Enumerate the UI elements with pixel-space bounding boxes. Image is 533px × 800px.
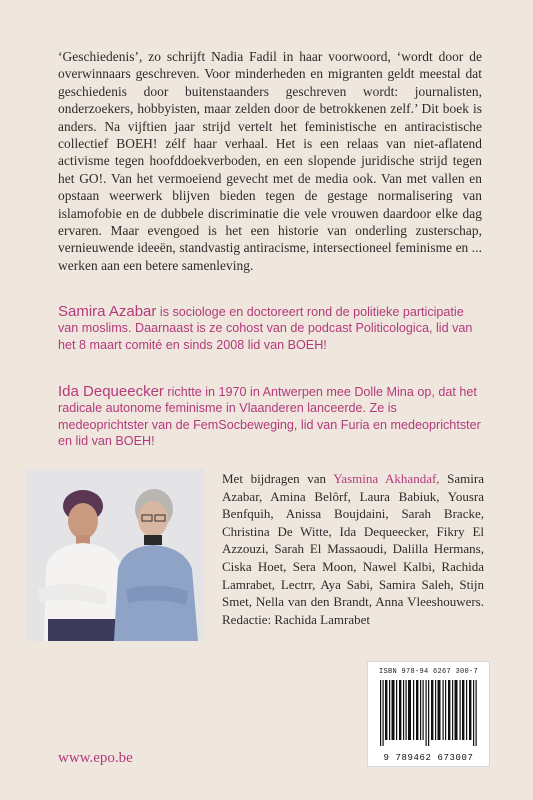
- author-bio-ida-dequeecker: [58, 384, 484, 450]
- contributor-first: Yasmina Akhandaf,: [333, 471, 440, 486]
- authors-photo: [26, 469, 204, 641]
- isbn-label: ISBN 978-94 6267 300-7: [378, 668, 478, 676]
- back-cover-blurb: [58, 48, 482, 274]
- author-name: Samira Azabar: [58, 303, 157, 320]
- isbn-digits: 9 789462 673007: [383, 753, 474, 763]
- author-name: Ida Dequeecker: [58, 383, 164, 400]
- contributors-rest: Samira Azabar, Amina Belôrf, Laura Babiuk, Yousra Benfquih, Anissa Boujdaini, Sarah Bracke, Christina De Witte, Ida Dequeecker, Fikry El Azzouzi, Sarah El Massaoudi, Dalilla Hermans, Ciska Hoet, Sera Moon, Nawel Kalbi, Rachida Lamrabet, Lectrr, Aya Sabi, Samira Saleh, Stijn Smet, Nella van den Brandt, Anna Vleeshouwers. Redactie: Rachida Lamrabet: [222, 471, 484, 627]
- publisher-website-link[interactable]: www.epo.be: [58, 750, 133, 766]
- author-bio-text: is sociologe en doctoreert rond de politieke participatie van moslims. Daarnaast is ze cohost van de podcast Politicologica, lid van het 8 maart comité en sinds 2008 lid van BOEH!: [58, 305, 473, 352]
- contributors-list: [222, 470, 484, 628]
- barcode-bars-icon: [376, 680, 481, 746]
- contributors-intro: Met bijdragen van: [222, 471, 334, 486]
- author-bio-samira-azabar: [58, 304, 484, 353]
- authors-photo-illustration: [26, 469, 204, 641]
- author-bio-text: richtte in 1970 in Antwerpen mee Dolle Mina op, dat het radicale autonome feminisme in Vlaanderen lanceerde. Ze is medeoprichtster van de FemSocbeweging, lid van Furia en medeoprichtster en lid van BOEH!: [58, 385, 481, 449]
- blurb-text: ‘Geschiedenis’, zo schrijft Nadia Fadil in haar voorwoord, ‘wordt door de overwinnaars geschreven. Voor minderheden en migranten geldt meestal dat geschiedenis door buitenstaanders geschreven wordt: journalisten, onderzoekers, hobbyisten, maar zelden door de betrokkenen zelf.’ Dit boek is anders. Na vijftien jaar strijd vertelt het feministische en antiracistische collectief BOEH! zélf haar verhaal. Het is een relaas van niet-aflatend activisme tegen hoofddoekverboden, en een slopende juridische strijd tegen het GO!. Van het vermoeiend gevecht met de media ook. Van met vallen en opstaan weerwerk blijven bieden tegen de gestage normalisering van islamofobie en de dubbele discriminatie die vele vrouwen daardoor elke dag ervaren. Maar evengoed is het een historie van onderling zusterschap, vernieuwende ideeën, standvastig antiracisme, intersectioneel feminisme en ... werken aan een betere samenleving.: [58, 49, 482, 273]
- isbn-barcode: [367, 661, 490, 767]
